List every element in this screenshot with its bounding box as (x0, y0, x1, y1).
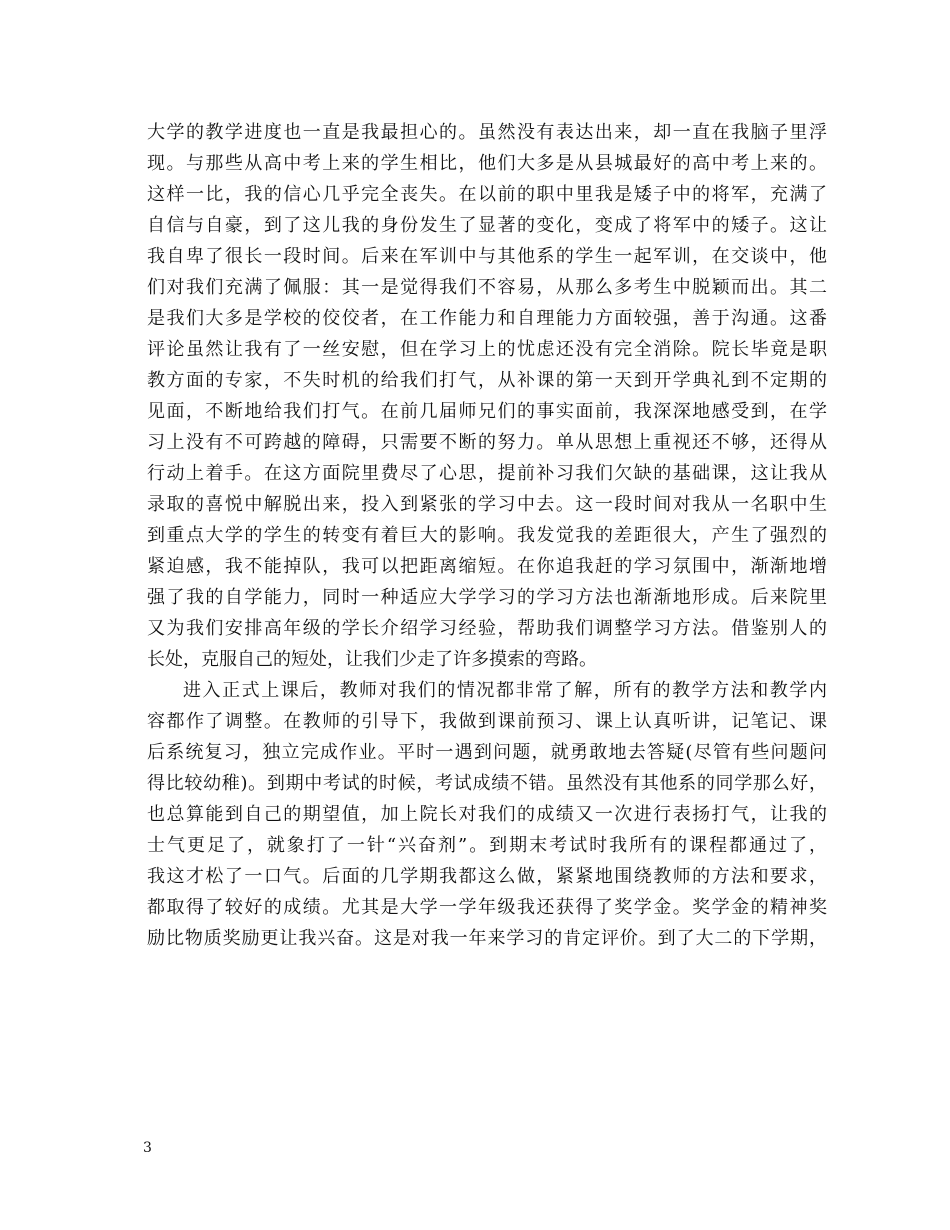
text-line: 都取得了较好的成绩。尤其是大学一学年级我还获得了奖学金。奖学金的精神奖 (147, 897, 827, 918)
text-line: 习上没有不可跨越的障碍，只需要不断的努力。单从思想上重视还不够，还得从 (147, 432, 827, 453)
text-line: 容都作了调整。在教师的引导下，我做到课前预习、课上认真听讲，记笔记、课 (147, 711, 827, 732)
page-number: 3 (143, 1140, 152, 1156)
text-line: 自信与自豪，到了这儿我的身份发生了显著的变化，变成了将军中的矮子。这让 (147, 215, 827, 236)
text-line: 到重点大学的学生的转变有着巨大的影响。我发觉我的差距很大，产生了强烈的 (147, 525, 827, 546)
text-line: 我这才松了一口气。后面的几学期我都这么做，紧紧地围绕教师的方法和要求， (147, 866, 827, 887)
text-line: 紧迫感，我不能掉队，我可以把距离缩短。在你追我赶的学习氛围中，渐渐地增 (147, 556, 827, 577)
text-line: 行动上着手。在这方面院里费尽了心思，提前补习我们欠缺的基础课，这让我从 (147, 463, 827, 484)
text-line: 这样一比，我的信心几乎完全丧失。在以前的职中里我是矮子中的将军，充满了 (147, 184, 827, 205)
text-line: 现。与那些从高中考上来的学生相比，他们大多是从县城最好的高中考上来的。 (147, 153, 827, 174)
text-line: 长处，克服自己的短处，让我们少走了许多摸索的弯路。 (147, 649, 597, 670)
text-line: 也总算能到自己的期望值，加上院长对我们的成绩又一次进行表扬打气，让我的 (147, 804, 827, 825)
text-line: 评论虽然让我有了一丝安慰，但在学习上的忧虑还没有完全消除。院长毕竟是职 (147, 339, 827, 360)
text-line: 得比较幼稚)。到期中考试的时候，考试成绩不错。虽然没有其他系的同学那么好， (147, 773, 827, 794)
text-line: 后系统复习，独立完成作业。平时一遇到问题，就勇敢地去答疑(尽管有些问题问 (147, 742, 827, 763)
body-text (147, 117, 827, 954)
text-line: 们对我们充满了佩服：其一是觉得我们不容易，从那么多考生中脱颖而出。其二 (147, 277, 827, 298)
text-line: 又为我们安排高年级的学长介绍学习经验，帮助我们调整学习方法。借鉴别人的 (147, 618, 827, 639)
paragraph (147, 117, 827, 675)
text-line: 是我们大多是学校的佼佼者，在工作能力和自理能力方面较强，善于沟通。这番 (147, 308, 827, 329)
text-line: 我自卑了很长一段时间。后来在军训中与其他系的学生一起军训，在交谈中，他 (147, 246, 827, 267)
text-line: 强了我的自学能力，同时一种适应大学学习的学习方法也渐渐地形成。后来院里 (147, 587, 827, 608)
text-line: 励比物质奖励更让我兴奋。这是对我一年来学习的肯定评价。到了大二的下学期， (147, 928, 827, 949)
text-line: 教方面的专家，不失时机的给我们打气，从补课的第一天到开学典礼到不定期的 (147, 370, 827, 391)
text-line: 士气更足了，就象打了一针“兴奋剂”。到期末考试时我所有的课程都通过了， (147, 835, 827, 856)
text-line: 录取的喜悦中解脱出来，投入到紧张的学习中去。这一段时间对我从一名职中生 (147, 494, 827, 515)
text-line: 大学的教学进度也一直是我最担心的。虽然没有表达出来，却一直在我脑子里浮 (147, 122, 827, 143)
text-line: 见面，不断地给我们打气。在前几届师兄们的事实面前，我深深地感受到，在学 (147, 401, 827, 422)
paragraph (147, 675, 827, 954)
text-line: 进入正式上课后，教师对我们的情况都非常了解，所有的教学方法和教学内 (183, 680, 827, 701)
